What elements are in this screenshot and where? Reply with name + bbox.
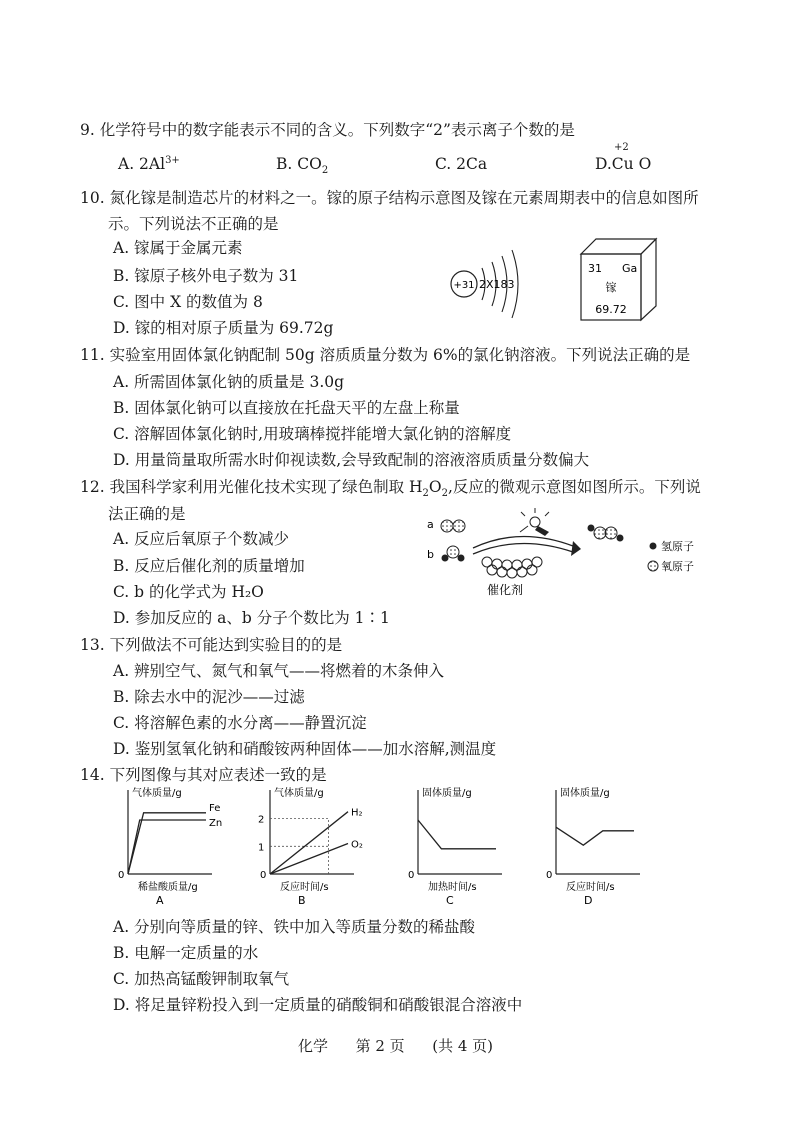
legend-hydrogen-label: 氢原子 [661, 540, 694, 553]
gallium-atom-diagram [448, 248, 528, 320]
q12-option-b: B. 反应后催化剂的质量增加 [113, 557, 305, 575]
legend-oxygen-label: 氧原子 [661, 560, 694, 573]
graph-b-series-2 [270, 844, 348, 874]
q14-option-d: D. 将足量锌粉投入到一定质量的硝酸铜和硝酸银混合溶液中 [113, 996, 523, 1014]
q12-option-d: D. 参加反应的 a、b 分子个数比为 1∶1 [113, 609, 390, 627]
graph-d-ylabel: 固体质量/g [560, 788, 610, 799]
q14-stem: 14. 下列图像与其对应表述一致的是 [80, 766, 327, 784]
legend-oxygen-icon [648, 561, 658, 571]
q10-stem-line1: 10. 氮化镓是制造芯片的材料之一。镓的原子结构示意图及镓在元素周期表中的信息如图所 [80, 189, 699, 207]
q11-option-a: A. 所需固体氯化钠的质量是 3.0g [113, 373, 345, 391]
graph-d-xlabel: 反应时间/s [566, 882, 615, 893]
legend-hydrogen-icon [650, 543, 657, 550]
q9-stem: 9. 化学符号中的数字能表示不同的含义。下列数字“2”表示离子个数的是 [80, 121, 575, 139]
graph-a-panel-label: A [156, 894, 164, 907]
catalyst-particles [482, 557, 542, 578]
product-molecule-h2o2 [588, 525, 624, 542]
graph-a-xlabel: 稀盐酸质量/g [138, 882, 198, 893]
footer-total: (共 4 页) [432, 1037, 494, 1055]
q12-stem-line2: 法正确的是 [108, 505, 186, 523]
molecule-b-h2 [458, 555, 465, 562]
q10-option-b: B. 镓原子核外电子数为 31 [113, 267, 299, 285]
atomic-number: 31 [588, 262, 602, 275]
label-a: a [427, 518, 434, 531]
q13-option-a: A. 辨别空气、氮气和氧气——将燃着的木条伸入 [113, 662, 445, 680]
q10-stem-line2: 示。下列说法不正确的是 [108, 215, 279, 233]
graph-b-series-1 [270, 812, 348, 874]
graph-c-ylabel: 固体质量/g [422, 788, 472, 799]
q9-option-b: B. $CO_2$ [276, 155, 329, 177]
graph-d-panel-label: D [584, 894, 593, 907]
graph-c-origin: 0 [408, 870, 415, 881]
graph-b-ylabel: 气体质量/g [274, 788, 324, 799]
graph-b-ytick-1: 1 [258, 842, 265, 854]
graph-b-origin: 0 [260, 870, 267, 881]
electron-shells-label: 2X183 [479, 278, 515, 291]
q14-option-c: C. 加热高锰酸钾制取氧气 [113, 970, 290, 988]
graph-b-panel-label: B [298, 894, 306, 907]
footer [298, 1035, 493, 1056]
label-b: b [427, 548, 434, 561]
molecule-a-o1 [441, 520, 453, 532]
q12-option-a: A. 反应后氧原子个数减少 [113, 530, 290, 548]
graph-c-series-1 [418, 820, 496, 849]
q10-option-c: C. 图中 X 的数值为 8 [113, 293, 263, 311]
footer-page: 第 2 页 [355, 1037, 405, 1055]
q13-stem: 13. 下列做法不可能达到实验目的的是 [80, 636, 343, 654]
q13-option-b: B. 除去水中的泥沙——过滤 [113, 688, 305, 706]
q9-option-a: A. $2Al^{3+}$ [118, 155, 180, 174]
graph-a-series-label-1: Fe [209, 802, 221, 814]
graph-a-series-label-2: Zn [209, 818, 223, 829]
reaction-arrow-head [571, 541, 581, 556]
q10-option-a: A. 镓属于金属元素 [113, 239, 243, 257]
periodic-cell-gallium [578, 236, 660, 322]
q14-option-a: A. 分别向等质量的锌、铁中加入等质量分数的稀盐酸 [113, 918, 476, 936]
graph-a-ylabel: 气体质量/g [132, 788, 182, 799]
q11-option-b: B. 固体氯化钠可以直接放在托盘天平的左盘上称量 [113, 399, 460, 417]
light-bulb-icon [520, 508, 549, 536]
footer-subject: 化学 [298, 1037, 329, 1055]
graph-b-series-label-1: H₂ [351, 807, 363, 819]
atomic-mass: 69.72 [595, 303, 627, 316]
q12-stem-line1: 12. 我国科学家利用光催化技术实现了绿色制取 $H_2O_2$,反应的微观示意图如图所示。下列说 [80, 478, 701, 500]
molecule-b-h1 [442, 555, 449, 562]
element-symbol: Ga [622, 262, 638, 275]
nucleus-charge: +31 [453, 280, 475, 291]
q13-option-c: C. 将溶解色素的水分离——静置沉淀 [113, 714, 367, 732]
q14-graphs [100, 782, 640, 914]
q12-option-c: C. b 的化学式为 H₂O [113, 583, 264, 601]
q14-option-b: B. 电解一定质量的水 [113, 944, 259, 962]
q9-d-valence: +2 [614, 142, 629, 153]
graph-b-series-label-2: O₂ [351, 839, 363, 851]
element-name: 镓 [605, 281, 617, 294]
q11-option-d: D. 用量筒量取所需水时仰视读数,会导致配制的溶液溶质质量分数偏大 [113, 451, 590, 469]
graph-d-origin: 0 [546, 870, 553, 881]
reaction-arrow-lower [473, 543, 573, 554]
q9-option-d: D.Cu O +2 [595, 142, 652, 173]
q11-stem: 11. 实验室用固体氯化钠配制 50g 溶质质量分数为 6%的氯化钠溶液。下列说法正确的是 [80, 346, 691, 364]
photocatalysis-diagram [425, 508, 694, 600]
q9-option-c: C. 2Ca [435, 155, 488, 173]
molecule-b-o [447, 546, 459, 558]
graph-b-xlabel: 反应时间/s [280, 882, 329, 893]
molecule-a-o2 [453, 520, 465, 532]
reaction-arrow-upper [473, 536, 573, 548]
graph-a-origin: 0 [118, 870, 125, 881]
graph-d-series-1 [556, 827, 634, 845]
q13-option-d: D. 鉴别氢氧化钠和硝酸铵两种固体——加水溶解,测温度 [113, 740, 497, 758]
graph-b-ytick-2: 2 [258, 814, 265, 826]
graph-c-xlabel: 加热时间/s [428, 882, 477, 893]
q10-option-d: D. 镓的相对原子质量为 69.72g [113, 319, 334, 337]
graph-c-panel-label: C [446, 894, 454, 907]
q11-option-c: C. 溶解固体氯化钠时,用玻璃棒搅拌能增大氯化钠的溶解度 [113, 425, 512, 443]
catalyst-label: 催化剂 [487, 583, 524, 597]
